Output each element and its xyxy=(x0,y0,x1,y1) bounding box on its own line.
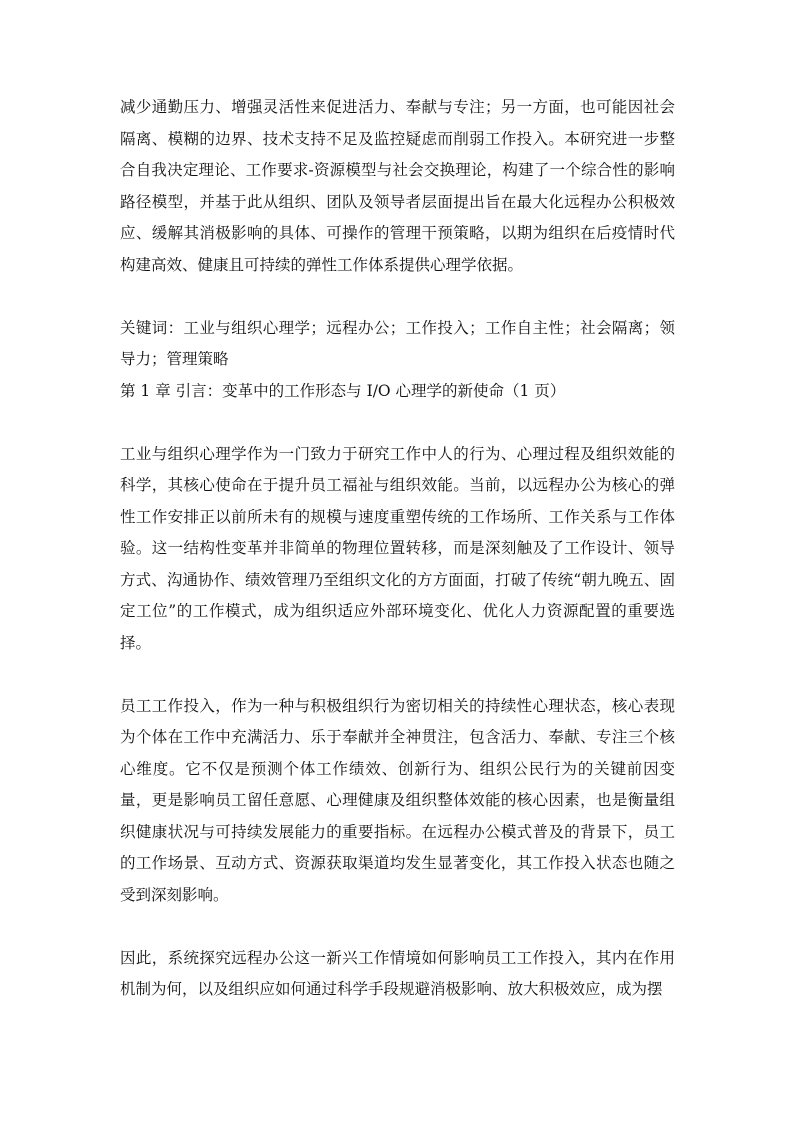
abstract-tail-paragraph: 减少通勤压力、增强灵活性来促进活力、奉献与专注；另一方面，也可能因社会隔离、模糊的边界、技术支持不足及监控疑虑而削弱工作投入。本研究进一步整合自我决定理论、工作要求-资源模型与社会交换理论，构建了一个综合性的影响路径模型，并基于此从组织、团队及领导者层面提出旨在最大化远程办公积极效应、缓解其消极影响的具体、可操作的管理干预策略，以期为组织在后疫情时代构建高效、健康且可持续的弹性工作体系提供心理学依据。 xyxy=(120,98,675,274)
chapter-heading: 第 1 章 引言：变革中的工作形态与 I/O 心理学的新使命（1 页） xyxy=(120,381,566,400)
keywords-line: 关键词：工业与组织心理学；远程办公；工作投入；工作自主性；社会隔离；领导力；管理策略 xyxy=(120,318,675,368)
body-paragraph-3: 因此，系统探究远程办公这一新兴工作情境如何影响员工工作投入，其内在作用机制为何，以及组织应如何通过科学手段规避消极影响、放大积极效应，成为摆 xyxy=(120,948,675,998)
body-paragraph-2: 员工工作投入，作为一种与积极组织行为密切相关的持续性心理状态，核心表现为个体在工作中充满活力、乐于奉献并全神贯注，包含活力、奉献、专注三个核心维度。它不仅是预测个体工作绩效、创新行为、组织公民行为的关键前因变量，更是影响员工留任意愿、心理健康及组织整体效能的核心因素，也是衡量组织健康状况与可持续发展能力的重要指标。在远程办公模式普及的背景下，员工的工作场景、互动方式、资源获取渠道均发生显著变化，其工作投入状态也随之受到深刻影响。 xyxy=(120,696,675,904)
body-paragraph-1: 工业与组织心理学作为一门致力于研究工作中人的行为、心理过程及组织效能的科学，其核心使命在于提升员工福祉与组织效能。当前，以远程办公为核心的弹性工作安排正以前所未有的规模与速度重塑传统的工作场所、工作关系与工作体验。这一结构性变革并非简单的物理位置转移，而是深刻触及了工作设计、领导方式、沟通协作、绩效管理乃至组织文化的方方面面，打破了传统“朝九晚五、固定工位”的工作模式，成为组织适应外部环境变化、优化人力资源配置的重要选择。 xyxy=(120,444,675,652)
